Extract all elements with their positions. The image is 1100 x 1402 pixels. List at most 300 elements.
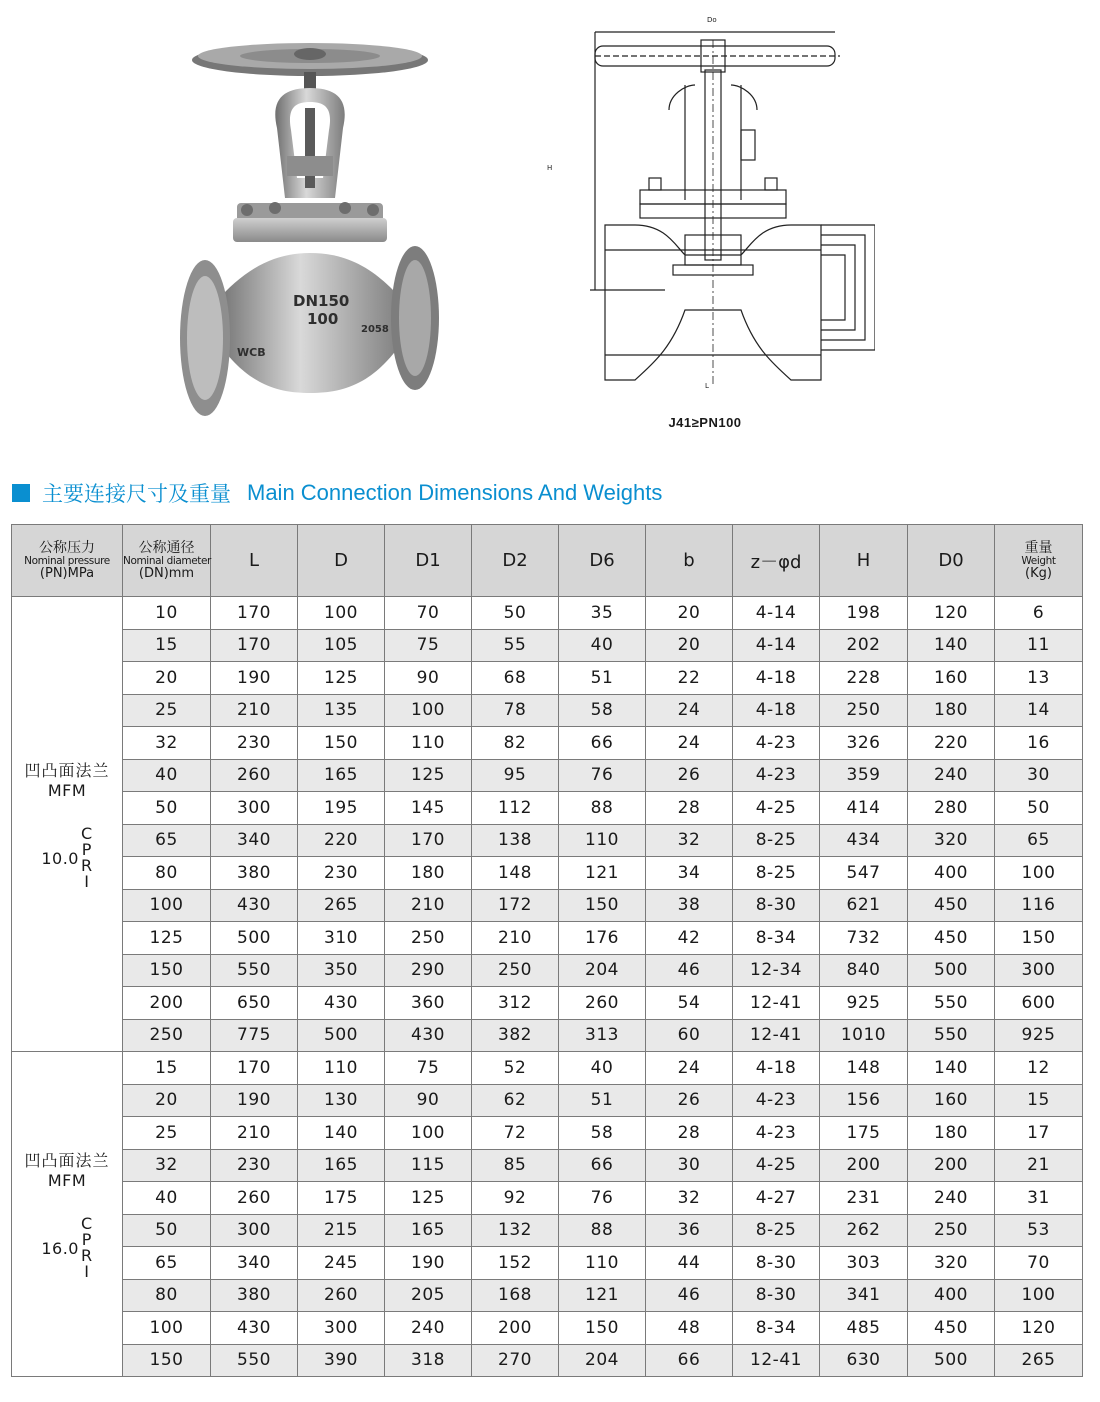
cell-d0: 450 <box>908 1312 995 1345</box>
cell-weight: 600 <box>995 987 1083 1020</box>
cell-b: 48 <box>646 1312 733 1345</box>
cell-l: 650 <box>211 987 298 1020</box>
cell-h: 1010 <box>820 1019 908 1052</box>
header-b: b <box>646 525 733 597</box>
table-row <box>12 1182 1083 1215</box>
cell-d1: 75 <box>385 1052 472 1085</box>
header-d2: D2 <box>472 525 559 597</box>
group-pressure-class-letter: R <box>80 856 93 875</box>
cell-d6: 88 <box>559 792 646 825</box>
table-row <box>12 1084 1083 1117</box>
cell-d6: 176 <box>559 922 646 955</box>
cell-dn: 50 <box>123 792 211 825</box>
cell-d6: 76 <box>559 1182 646 1215</box>
cell-b: 60 <box>646 1019 733 1052</box>
cell-weight: 15 <box>995 1084 1083 1117</box>
cell-d: 165 <box>298 1149 385 1182</box>
cell-d2: 132 <box>472 1214 559 1247</box>
cell-h: 231 <box>820 1182 908 1215</box>
group-pressure <box>41 826 92 890</box>
cell-d2: 168 <box>472 1279 559 1312</box>
cell-d0: 140 <box>908 629 995 662</box>
cell-l: 170 <box>211 597 298 630</box>
cell-weight: 265 <box>995 1344 1083 1377</box>
cell-d2: 210 <box>472 922 559 955</box>
handwheel <box>192 43 428 76</box>
cell-d: 110 <box>298 1052 385 1085</box>
table-row <box>12 629 1083 662</box>
cell-d: 215 <box>298 1214 385 1247</box>
header-weight <box>995 525 1083 597</box>
cell-b: 22 <box>646 662 733 695</box>
cell-dn: 15 <box>123 1052 211 1085</box>
cell-d: 105 <box>298 629 385 662</box>
cell-weight: 70 <box>995 1247 1083 1280</box>
valve-body <box>180 246 439 416</box>
cell-b: 46 <box>646 1279 733 1312</box>
cell-z-phi-d: 8-34 <box>733 922 820 955</box>
cell-b: 66 <box>646 1344 733 1377</box>
cell-d6: 58 <box>559 694 646 727</box>
cell-d6: 204 <box>559 954 646 987</box>
cell-l: 170 <box>211 629 298 662</box>
cell-d6: 260 <box>559 987 646 1020</box>
table-row <box>12 1344 1083 1377</box>
cell-l: 340 <box>211 1247 298 1280</box>
cell-d2: 50 <box>472 597 559 630</box>
cell-d0: 320 <box>908 824 995 857</box>
header-d1: D1 <box>385 525 472 597</box>
cell-d6: 121 <box>559 1279 646 1312</box>
table-row <box>12 1214 1083 1247</box>
cell-l: 300 <box>211 792 298 825</box>
group-pressure <box>41 1216 92 1280</box>
cell-dn: 25 <box>123 1117 211 1150</box>
cell-d0: 550 <box>908 987 995 1020</box>
cell-d0: 400 <box>908 857 995 890</box>
cell-h: 341 <box>820 1279 908 1312</box>
bonnet <box>233 202 387 242</box>
cell-b: 32 <box>646 824 733 857</box>
group-pressure-class-letter: P <box>81 1230 92 1249</box>
cell-weight: 116 <box>995 889 1083 922</box>
yoke <box>275 72 344 198</box>
cell-d2: 72 <box>472 1117 559 1150</box>
header-weight-cn: 重量 <box>1024 539 1053 556</box>
cell-dn: 100 <box>123 889 211 922</box>
cell-z-phi-d: 4-23 <box>733 1084 820 1117</box>
body-marking-dn: DN150 <box>293 292 350 310</box>
cell-d0: 160 <box>908 1084 995 1117</box>
cell-z-phi-d: 8-25 <box>733 824 820 857</box>
table-row <box>12 1279 1083 1312</box>
body-marking-heat: 2058 <box>361 324 389 335</box>
table-row <box>12 727 1083 760</box>
cell-weight: 14 <box>995 694 1083 727</box>
cell-d1: 170 <box>385 824 472 857</box>
cell-d1: 290 <box>385 954 472 987</box>
cell-b: 26 <box>646 1084 733 1117</box>
cell-d6: 76 <box>559 759 646 792</box>
cell-l: 550 <box>211 954 298 987</box>
dimensions-table <box>11 524 1083 1377</box>
cell-b: 28 <box>646 792 733 825</box>
cell-d0: 200 <box>908 1149 995 1182</box>
cell-d2: 82 <box>472 727 559 760</box>
group-face-cn: 凹凸面法兰 <box>24 1151 110 1170</box>
cell-d2: 78 <box>472 694 559 727</box>
handwheel-section <box>595 40 840 72</box>
cell-z-phi-d: 8-30 <box>733 889 820 922</box>
valve-photo <box>175 38 445 420</box>
drawing-label-h: H <box>547 164 553 172</box>
header-pn-cn: 公称压力 <box>39 539 95 556</box>
cell-z-phi-d: 4-25 <box>733 1149 820 1182</box>
cell-weight: 50 <box>995 792 1083 825</box>
cell-h: 200 <box>820 1149 908 1182</box>
header-weight-en: Weight <box>1021 554 1056 567</box>
cell-l: 190 <box>211 662 298 695</box>
cell-h: 250 <box>820 694 908 727</box>
cell-z-phi-d: 4-25 <box>733 792 820 825</box>
cell-d: 260 <box>298 1279 385 1312</box>
cell-d0: 180 <box>908 694 995 727</box>
cell-d6: 204 <box>559 1344 646 1377</box>
cell-z-phi-d: 4-23 <box>733 727 820 760</box>
cell-l: 775 <box>211 1019 298 1052</box>
cell-b: 28 <box>646 1117 733 1150</box>
cell-weight: 21 <box>995 1149 1083 1182</box>
cell-b: 36 <box>646 1214 733 1247</box>
cell-h: 228 <box>820 662 908 695</box>
cell-d1: 318 <box>385 1344 472 1377</box>
cell-h: 485 <box>820 1312 908 1345</box>
cell-d1: 110 <box>385 727 472 760</box>
cell-h: 434 <box>820 824 908 857</box>
cell-z-phi-d: 12-34 <box>733 954 820 987</box>
cell-d: 100 <box>298 597 385 630</box>
cell-d0: 400 <box>908 1279 995 1312</box>
cell-h: 198 <box>820 597 908 630</box>
cell-b: 34 <box>646 857 733 890</box>
header-d6: D6 <box>559 525 646 597</box>
cell-l: 380 <box>211 1279 298 1312</box>
cell-weight: 31 <box>995 1182 1083 1215</box>
cell-d: 220 <box>298 824 385 857</box>
header-d: D <box>298 525 385 597</box>
cell-d6: 66 <box>559 727 646 760</box>
table-row <box>12 1019 1083 1052</box>
cell-d0: 120 <box>908 597 995 630</box>
cell-weight: 120 <box>995 1312 1083 1345</box>
cell-weight: 12 <box>995 1052 1083 1085</box>
cell-dn: 50 <box>123 1214 211 1247</box>
cell-d0: 500 <box>908 1344 995 1377</box>
cell-l: 550 <box>211 1344 298 1377</box>
cell-d1: 165 <box>385 1214 472 1247</box>
body-marking-material: WCB <box>237 346 266 359</box>
cell-dn: 40 <box>123 1182 211 1215</box>
cell-h: 156 <box>820 1084 908 1117</box>
cell-d2: 312 <box>472 987 559 1020</box>
cell-h: 202 <box>820 629 908 662</box>
stem-yoke <box>669 40 757 385</box>
cell-d1: 70 <box>385 597 472 630</box>
cell-dn: 40 <box>123 759 211 792</box>
cell-d2: 68 <box>472 662 559 695</box>
cell-b: 26 <box>646 759 733 792</box>
cell-d0: 320 <box>908 1247 995 1280</box>
cell-weight: 300 <box>995 954 1083 987</box>
table-row <box>12 1052 1083 1085</box>
cell-d2: 92 <box>472 1182 559 1215</box>
cell-d: 500 <box>298 1019 385 1052</box>
cell-z-phi-d: 12-41 <box>733 1344 820 1377</box>
cell-d: 245 <box>298 1247 385 1280</box>
cell-dn: 15 <box>123 629 211 662</box>
header-z-phi-d: z－φd <box>733 525 820 597</box>
cell-d1: 240 <box>385 1312 472 1345</box>
cell-z-phi-d: 4-14 <box>733 597 820 630</box>
cell-d1: 90 <box>385 1084 472 1117</box>
cell-z-phi-d: 4-14 <box>733 629 820 662</box>
header-nominal-pressure <box>12 525 123 597</box>
body-section <box>605 225 875 380</box>
cell-weight: 65 <box>995 824 1083 857</box>
cell-d1: 205 <box>385 1279 472 1312</box>
section-title-cn: 主要连接尺寸及重量 <box>42 482 231 506</box>
cell-b: 20 <box>646 597 733 630</box>
table-row <box>12 987 1083 1020</box>
cell-d2: 148 <box>472 857 559 890</box>
cell-d1: 75 <box>385 629 472 662</box>
cell-z-phi-d: 4-18 <box>733 694 820 727</box>
cell-h: 359 <box>820 759 908 792</box>
cell-dn: 20 <box>123 662 211 695</box>
cell-d: 195 <box>298 792 385 825</box>
cell-l: 260 <box>211 759 298 792</box>
cell-dn: 125 <box>123 922 211 955</box>
cell-d6: 40 <box>559 1052 646 1085</box>
cell-weight: 53 <box>995 1214 1083 1247</box>
group-pressure-value: 10.0 <box>41 848 79 868</box>
cell-d2: 200 <box>472 1312 559 1345</box>
section-title-en: Main Connection Dimensions And Weights <box>247 480 663 505</box>
group-pressure-class-letter: I <box>84 1262 90 1281</box>
group-pressure-class <box>81 1216 93 1280</box>
square-bullet-icon <box>12 484 30 502</box>
cell-d: 140 <box>298 1117 385 1150</box>
group-pressure-class-letter: C <box>80 824 93 843</box>
header-h: H <box>820 525 908 597</box>
cell-d: 350 <box>298 954 385 987</box>
cell-b: 24 <box>646 1052 733 1085</box>
table-header-row <box>12 525 1083 597</box>
cell-l: 190 <box>211 1084 298 1117</box>
cell-d0: 500 <box>908 954 995 987</box>
cell-dn: 32 <box>123 727 211 760</box>
group-pressure-value: 16.0 <box>41 1238 79 1258</box>
cell-b: 24 <box>646 727 733 760</box>
cell-d1: 210 <box>385 889 472 922</box>
cell-l: 430 <box>211 889 298 922</box>
cell-weight: 13 <box>995 662 1083 695</box>
header-pn-en: Nominal pressure <box>24 554 110 567</box>
cell-b: 38 <box>646 889 733 922</box>
section-heading <box>12 478 662 508</box>
cell-weight: 6 <box>995 597 1083 630</box>
cell-d2: 172 <box>472 889 559 922</box>
cell-h: 262 <box>820 1214 908 1247</box>
cell-d2: 95 <box>472 759 559 792</box>
cell-h: 732 <box>820 922 908 955</box>
table-body <box>12 597 1083 1377</box>
group-pressure-class <box>81 826 93 890</box>
cell-d: 165 <box>298 759 385 792</box>
cell-h: 148 <box>820 1052 908 1085</box>
cell-l: 380 <box>211 857 298 890</box>
cell-z-phi-d: 8-30 <box>733 1247 820 1280</box>
cell-d6: 51 <box>559 1084 646 1117</box>
cell-dn: 80 <box>123 857 211 890</box>
cell-z-phi-d: 4-23 <box>733 759 820 792</box>
cell-weight: 11 <box>995 629 1083 662</box>
cell-d2: 52 <box>472 1052 559 1085</box>
header-weight-unit: (Kg) <box>1025 565 1052 581</box>
table-row <box>12 1117 1083 1150</box>
header-pn-unit: (PN)MPa <box>39 565 95 581</box>
valve-section-drawing <box>545 10 875 390</box>
group-face-cn: 凹凸面法兰 <box>24 761 110 780</box>
cell-d1: 115 <box>385 1149 472 1182</box>
table-row <box>12 694 1083 727</box>
cell-d: 130 <box>298 1084 385 1117</box>
cell-d2: 62 <box>472 1084 559 1117</box>
cell-d0: 240 <box>908 759 995 792</box>
group-face-en: MFM <box>47 1171 87 1190</box>
cell-l: 340 <box>211 824 298 857</box>
cell-l: 430 <box>211 1312 298 1345</box>
table-row <box>12 824 1083 857</box>
cell-d2: 138 <box>472 824 559 857</box>
cell-d6: 110 <box>559 1247 646 1280</box>
cell-z-phi-d: 4-18 <box>733 1052 820 1085</box>
cell-d0: 250 <box>908 1214 995 1247</box>
cell-weight: 17 <box>995 1117 1083 1150</box>
cell-dn: 32 <box>123 1149 211 1182</box>
cell-d0: 160 <box>908 662 995 695</box>
header-dn-unit: (DN)mm <box>138 565 195 581</box>
cell-h: 547 <box>820 857 908 890</box>
cell-z-phi-d: 8-25 <box>733 857 820 890</box>
cell-d0: 240 <box>908 1182 995 1215</box>
cell-d0: 280 <box>908 792 995 825</box>
cell-d2: 250 <box>472 954 559 987</box>
cell-d: 310 <box>298 922 385 955</box>
header-dn-cn: 公称通径 <box>138 539 195 556</box>
table-row <box>12 1149 1083 1182</box>
table-row <box>12 662 1083 695</box>
cell-l: 230 <box>211 1149 298 1182</box>
cell-b: 24 <box>646 694 733 727</box>
cell-weight: 30 <box>995 759 1083 792</box>
cell-weight: 100 <box>995 857 1083 890</box>
cell-b: 30 <box>646 1149 733 1182</box>
cell-dn: 250 <box>123 1019 211 1052</box>
cell-dn: 150 <box>123 1344 211 1377</box>
cell-l: 300 <box>211 1214 298 1247</box>
cell-z-phi-d: 4-27 <box>733 1182 820 1215</box>
cell-d6: 313 <box>559 1019 646 1052</box>
cell-d1: 125 <box>385 1182 472 1215</box>
cell-dn: 150 <box>123 954 211 987</box>
table-row <box>12 922 1083 955</box>
cell-dn: 65 <box>123 1247 211 1280</box>
cell-d0: 450 <box>908 889 995 922</box>
cell-d6: 150 <box>559 1312 646 1345</box>
dimension-lines <box>547 16 835 390</box>
cell-d: 230 <box>298 857 385 890</box>
cell-h: 621 <box>820 889 908 922</box>
cell-l: 210 <box>211 1117 298 1150</box>
cell-b: 32 <box>646 1182 733 1215</box>
cell-z-phi-d: 8-25 <box>733 1214 820 1247</box>
cell-d: 430 <box>298 987 385 1020</box>
cell-b: 54 <box>646 987 733 1020</box>
table-row <box>12 889 1083 922</box>
cell-d: 135 <box>298 694 385 727</box>
cell-h: 175 <box>820 1117 908 1150</box>
header-dn-en: Nominal diameter <box>123 554 211 567</box>
cell-d6: 51 <box>559 662 646 695</box>
cell-z-phi-d: 4-23 <box>733 1117 820 1150</box>
cell-d6: 110 <box>559 824 646 857</box>
cell-d2: 112 <box>472 792 559 825</box>
cell-d2: 270 <box>472 1344 559 1377</box>
cell-dn: 25 <box>123 694 211 727</box>
cell-d6: 121 <box>559 857 646 890</box>
table-row <box>12 1312 1083 1345</box>
cell-d6: 35 <box>559 597 646 630</box>
cell-d2: 382 <box>472 1019 559 1052</box>
cell-h: 840 <box>820 954 908 987</box>
cell-dn: 100 <box>123 1312 211 1345</box>
cell-d1: 180 <box>385 857 472 890</box>
cell-b: 44 <box>646 1247 733 1280</box>
cell-d0: 180 <box>908 1117 995 1150</box>
cell-z-phi-d: 8-30 <box>733 1279 820 1312</box>
cell-d0: 550 <box>908 1019 995 1052</box>
group-pressure-class-letter: P <box>81 840 92 859</box>
cell-weight: 100 <box>995 1279 1083 1312</box>
group-face-en: MFM <box>47 781 87 800</box>
cell-d1: 100 <box>385 694 472 727</box>
cell-weight: 150 <box>995 922 1083 955</box>
pressure-group-cell <box>12 1052 123 1377</box>
table-row <box>12 1247 1083 1280</box>
header-nominal-diameter <box>123 525 211 597</box>
cell-d1: 250 <box>385 922 472 955</box>
cell-d: 300 <box>298 1312 385 1345</box>
cell-h: 925 <box>820 987 908 1020</box>
cell-h: 303 <box>820 1247 908 1280</box>
cell-l: 210 <box>211 694 298 727</box>
cell-d6: 40 <box>559 629 646 662</box>
cell-d1: 145 <box>385 792 472 825</box>
group-pressure-class-letter: R <box>80 1246 93 1265</box>
cell-d2: 152 <box>472 1247 559 1280</box>
cell-b: 46 <box>646 954 733 987</box>
